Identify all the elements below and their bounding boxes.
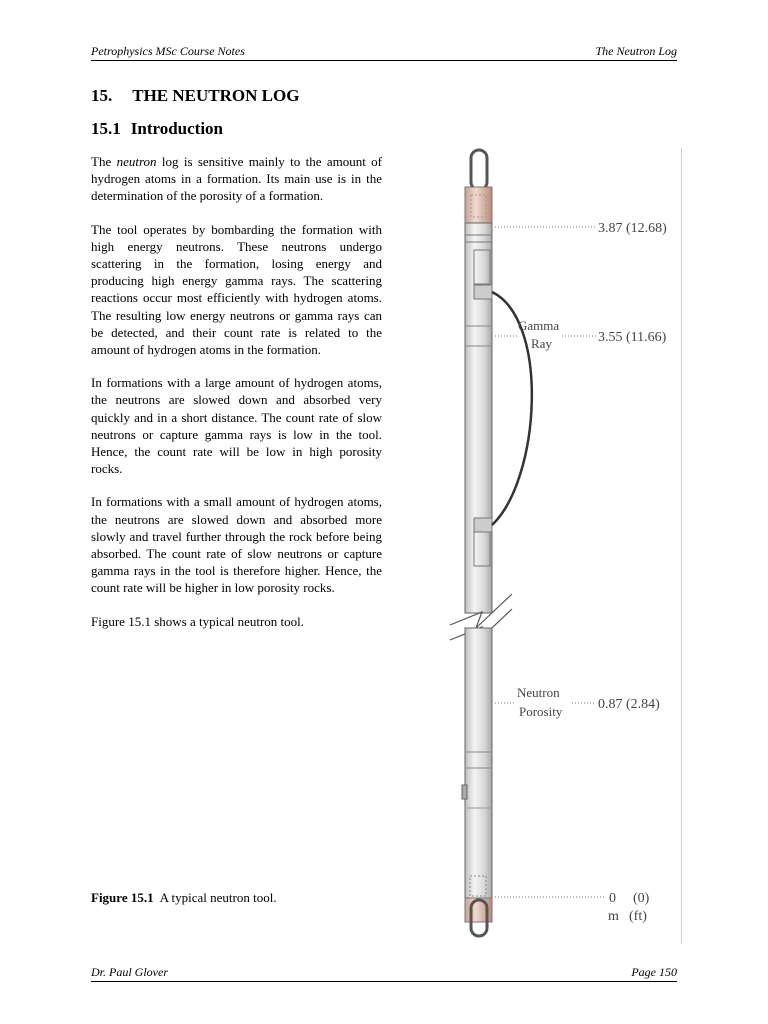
paragraph-1-post: log is sensitive mainly to the amount of hydrogen atoms in a formation. Its main use is in the determination of the porosity of a formation. [91,154,382,204]
gamma-ray-label-line1: Gamma [518,318,560,333]
top-lifting-eye [471,150,487,190]
unit-label-m: m [608,909,619,924]
figure-caption-text: A typical neutron tool. [159,890,277,905]
depth-label-top: 3.87 (12.68) [598,221,667,236]
depth-label-zero-ft: (0) [633,891,650,906]
tool-body-lower [465,628,492,898]
chapter-number: 15. [91,86,113,105]
gamma-connector-top [474,285,492,299]
depth-label-zero-m: 0 [609,891,616,906]
footer-author: Dr. Paul Glover [91,965,168,979]
paragraph-1-pre: The [91,154,117,169]
paragraph-5: Figure 15.1 shows a typical neutron tool. [91,613,305,629]
header-chapter-title: The Neutron Log [595,44,677,58]
paragraph-4: In formations with a small amount of hydrogen atoms, the neutrons are slowed down and absorbed more slowly and travel further through the rock before being absorbed. The count rate of slow neutrons or capture gamma rays in the tool is therefore higher. Hence, the count rate will be higher in low porosity rocks. [91,494,382,596]
side-pad [462,785,467,799]
page-footer [91,965,677,982]
section-title: Introduction [130,119,224,138]
gamma-ray-label-line2: Ray [531,336,552,351]
neutron-porosity-label-line1: Neutron [517,685,560,700]
tool-body-upper [465,223,492,613]
gamma-connector-bottom [474,518,492,532]
neutron-porosity-label-line2: Porosity [519,704,563,719]
top-head-section [465,187,492,223]
depth-label-neutron: 0.87 (2.84) [598,697,660,712]
chapter-title: THE NEUTRON LOG [132,86,300,105]
depth-label-gamma: 3.55 (11.66) [598,330,667,345]
paragraph-3: In formations with a large amount of hydrogen atoms, the neutrons are slowed down and absorbed very quickly and in a short distance. The count rate of slow neutrons or capture gamma rays is low in the tool. Hence, the count rate will be low in high porosity rocks. [91,375,382,477]
paragraph-1-emphasis: neutron [116,154,157,169]
footer-page-number: Page 150 [631,965,677,979]
paragraph-2: The tool operates by bombarding the formation with high energy neutrons. These neutrons undergo scattering in the formation, losing energy and producing high energy gamma rays. The scattering reactions occur most efficiently with hydrogen atoms. The resulting low energy neutrons or gamma rays can be detected, and their count rate is related to the amount of hydrogen atoms in the formation. [91,221,382,358]
unit-label-ft: (ft) [629,909,647,924]
header-course-title: Petrophysics MSc Course Notes [91,44,245,58]
section-number: 15.1 [91,119,121,138]
figure-caption-label: Figure 15.1 [91,890,154,905]
